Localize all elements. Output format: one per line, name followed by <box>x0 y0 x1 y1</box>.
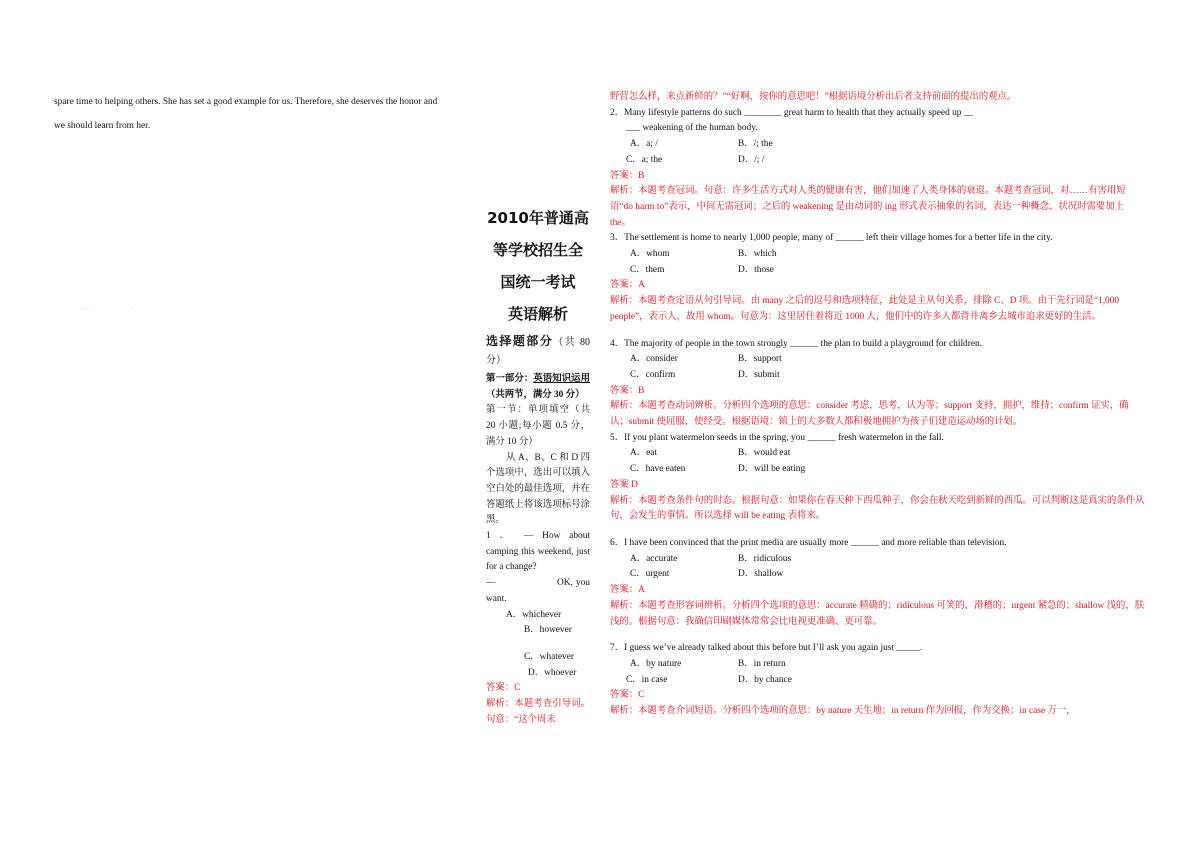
option: B．which <box>738 249 777 260</box>
spacer <box>486 639 590 650</box>
question-stem: 7．I guess we’ve already talked about this before but I’ll ask you again just _____. <box>610 643 923 654</box>
left-text-line: we should learn from her. <box>54 121 151 131</box>
question-2 <box>610 106 1145 232</box>
section-heading <box>486 332 590 370</box>
question-stem: 4．The majority of people in the town strongly ______ the plan to build a playground for children. <box>610 338 983 349</box>
option: B．ridiculous <box>738 553 792 564</box>
options-row <box>610 552 1145 568</box>
options-row <box>610 567 1145 583</box>
option: A．accurate <box>630 553 678 564</box>
options-row <box>610 263 1145 279</box>
answer: 答案：B <box>610 170 645 181</box>
question-stem: 3．The settlement is home to nearly 1,000 people, many of ______ left their village homes for a better life in the city. <box>610 233 1053 244</box>
section-note: （共 80 分） <box>486 337 590 366</box>
answer: 答案：A <box>610 280 645 291</box>
options-row <box>610 247 1145 263</box>
option: D．those <box>738 264 774 275</box>
left-text-line: spare time to helping others. She has set a good example for us. Therefore, she deserves the honor and <box>54 97 438 107</box>
options-row <box>610 137 1145 153</box>
option: C．urgent <box>630 569 670 580</box>
question-4 <box>610 337 1145 431</box>
option: B．support <box>738 354 782 365</box>
option: D．will be eating <box>738 464 806 475</box>
option: D．submit <box>738 369 780 380</box>
question-stem: 6．I have been convinced that the print media are usually more ______ and more reliable than television. <box>610 537 1007 548</box>
title-line: 英语解析 <box>507 305 568 323</box>
instructions: 从 A、B、C 和 D 四个选项中，选出可以填入空白处的最佳选项，并在答题纸上将该选项标号涂黑。 <box>486 452 590 526</box>
answer: 答案：A <box>610 585 645 596</box>
explanation: 解析：本题考查条件句的时态。根据句意：如果你在春天种下西瓜种子，你会在秋天吃到新鲜的西瓜。可以判断这是真实的条件从句，会发生的事情。所以选择 will be eating 表将来。 <box>610 495 1145 522</box>
option: C．confirm <box>630 369 676 380</box>
option: A．a; / <box>630 139 658 150</box>
question-3 <box>610 231 1145 325</box>
explanation: 解析：本题考查定语从句引导词。由 many 之后的逗号和选项特征，此处是主从句关系，排除 C、D 项。由于先行词是“1,000 people”，表示人，故用 whom。句意为：这里居住着将近 1000 人，他们中的许多人都背井离乡去城市追求更好的生活。 <box>610 296 1120 322</box>
question-stem: 2．Many lifestyle patterns do such ________ great harm to health that they actually speed up __ <box>610 107 974 118</box>
scan-dots: · · · · <box>80 306 133 312</box>
explanation: 解析：本题考查动词辨析。分析四个选项的意思：consider 考虑，思考，认为等；support 支持，拥护，维持；confirm 证实，确认；submit 使屈服，使经受。根据语境：镇上的大多数人都积极地拥护为孩子们建造运动场的计划。 <box>610 401 1129 428</box>
option: C．a; the <box>626 154 663 165</box>
part1-rest: （共两节，满分 30 分） <box>486 389 585 400</box>
option: B．in return <box>738 658 786 669</box>
answer: 答案：B <box>610 385 645 396</box>
options-row <box>610 446 1145 462</box>
middle-column <box>486 332 590 728</box>
question-6 <box>610 536 1145 630</box>
q1-option: D．whoever <box>528 667 577 678</box>
exam-title <box>486 202 590 330</box>
q1-answer: 答案：C <box>486 683 521 694</box>
left-text-block <box>54 90 494 138</box>
q1-reply: — OK, you want. <box>486 578 590 604</box>
options-row <box>610 657 1145 673</box>
spacer <box>610 525 1145 536</box>
q1-stem: 1 ． — How about camping this weekend, just for a change? <box>486 531 590 573</box>
options-row <box>610 352 1145 368</box>
q1-option: A．whichever <box>506 609 562 620</box>
option: C．in case <box>626 674 668 685</box>
option: C．them <box>630 264 665 275</box>
explanation: 解析：本题考查冠词。句意：许多生活方式对人类的健康有害，他们加速了人类身体的衰退。本题考查冠词，对……有害用短语“do harm to”表示，中间无需冠词；之后的 weakening 是由动词的 ing 形式表示抽象的名词，表达一种概念、状况时需要加上 the。 <box>610 186 1126 228</box>
option: B．/; the <box>738 139 773 150</box>
option: A．whom <box>630 249 670 260</box>
answer: 答案 D <box>610 479 638 490</box>
q1-option: B．however <box>524 625 572 636</box>
options-row <box>610 673 1145 689</box>
option: A．eat <box>630 448 658 459</box>
option: B．would eat <box>738 448 791 459</box>
q1-explanation-continued: 野营怎么样，来点新鲜的？”“好啊，按你的意思吧！”根据语境分析出后者支持前面的提出的观点。 <box>610 92 1017 102</box>
explanation: 解析：本题考查形容词辨析。分析四个选项的意思：accurate 精确的；ridiculous 可笑的，滑稽的；urgent 紧急的；shallow 浅的，肤浅的。根据句意：我确信印刷媒体常常会比电视更准确、更可靠。 <box>610 600 1145 627</box>
explanation: 解析：本题考查介词短语。分析四个选项的意思：by nature 天生地；in return 作为回报，作为交换；in case 万一， <box>610 706 1076 717</box>
question-7 <box>610 641 1145 720</box>
question-stem-cont: ___ weakening of the human body. <box>626 123 758 134</box>
title-line: 国统一考试 <box>500 273 576 291</box>
option: C．have eaten <box>630 464 686 475</box>
q1-option: C．whatever <box>524 651 574 662</box>
options-row <box>610 153 1145 169</box>
q1-explanation: 解析：本题考查引导词。句意：“这个周末 <box>486 699 590 725</box>
option: A．consider <box>630 354 678 365</box>
answer: 答案：C <box>610 690 645 701</box>
option: D．shallow <box>738 569 784 580</box>
option: D．/; / <box>738 154 765 165</box>
options-row <box>610 462 1145 478</box>
title-line: 等学校招生全 <box>492 241 583 259</box>
section-title: 选择题部分 <box>486 334 554 348</box>
part1-label: 第一部分： <box>486 374 534 384</box>
right-column <box>610 90 1145 720</box>
title-line: 2010年普通高 <box>487 209 589 227</box>
section1-heading: 第一节：单项填空（共 20 小题;每小题 0.5 分，满分 10 分） <box>486 405 590 447</box>
option: D．by chance <box>738 674 792 685</box>
question-5 <box>610 431 1145 525</box>
options-row <box>610 368 1145 384</box>
spacer <box>610 326 1145 337</box>
part1-underlined: 英语知识运用 <box>533 374 590 384</box>
part1-heading <box>486 372 590 403</box>
question-stem: 5．If you plant watermelon seeds in the spring, you ______ fresh watermelon in the fall. <box>610 432 944 443</box>
option: A．by nature <box>630 658 682 669</box>
spacer <box>610 630 1145 641</box>
